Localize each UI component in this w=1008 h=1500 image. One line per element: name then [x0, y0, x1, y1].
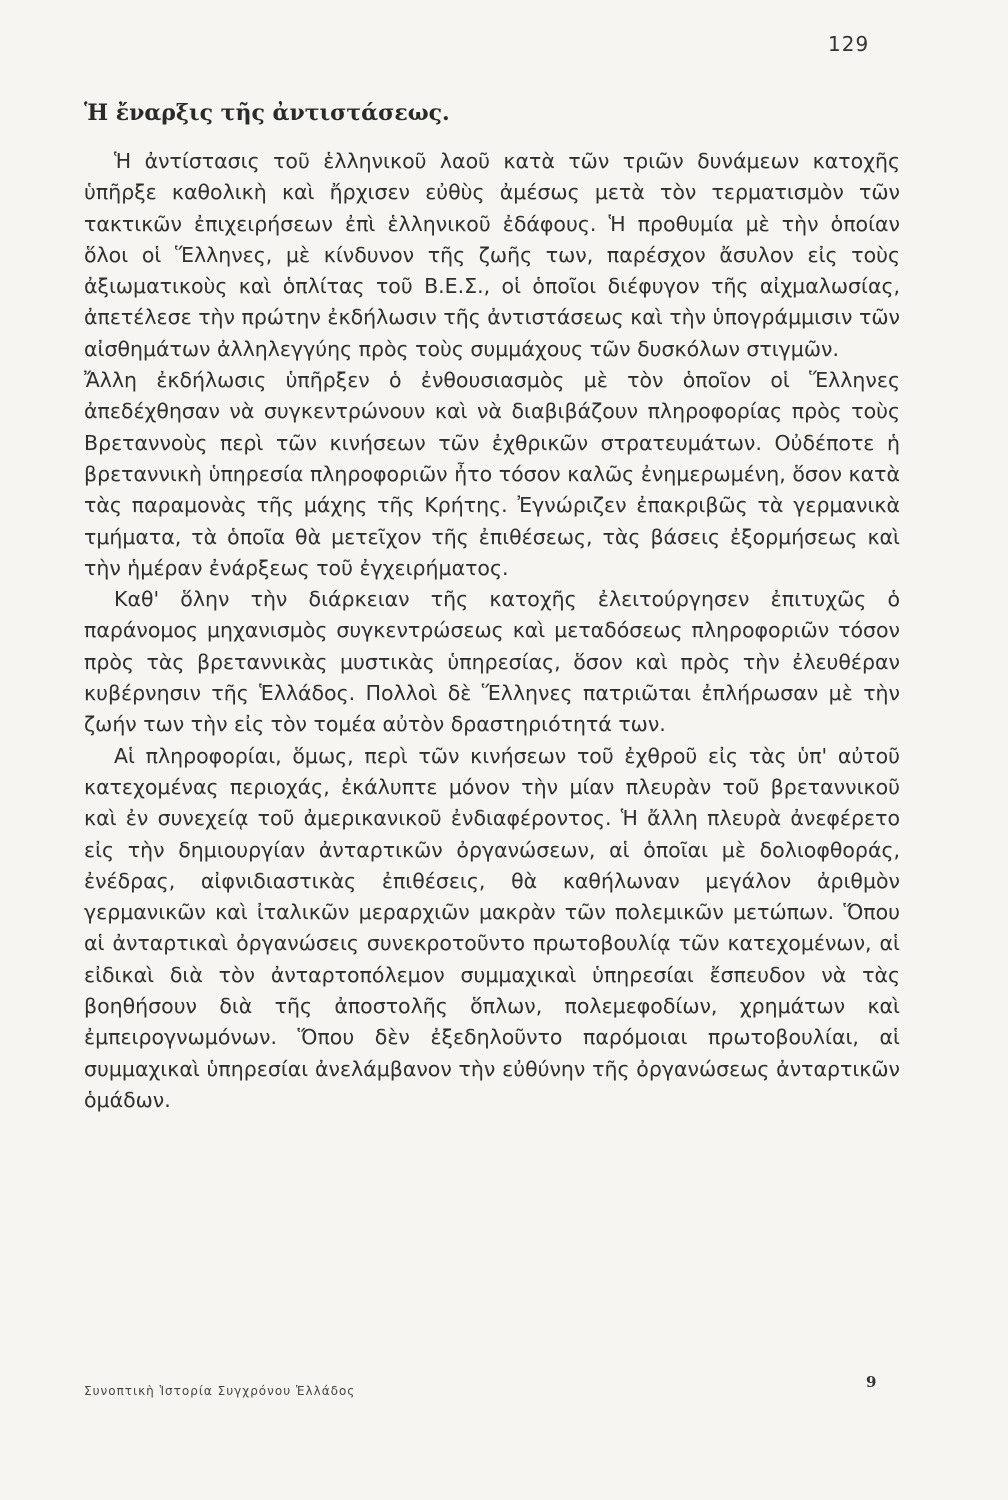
- paragraph-2: Ἄλλη ἐκδήλωσις ὑπῆρξεν ὁ ἐνθουσιασμὸς μὲ τὸν ὁποῖον οἱ Ἕλληνες ἀπεδέχθησαν νὰ συγκεντρώνουν καὶ νὰ διαβιβάζουν πληροφορίας πρὸς τοὺς Βρεταννοὺς περὶ τῶν κινήσεων τῶν ἐχθρικῶν στρατευμάτων. Οὐδέποτε ἡ βρεταννικὴ ὑπηρεσία πληροφοριῶν ἦτο τόσον καλῶς ἐνημερωμένη, ὅσον κατὰ τὰς παραμονὰς τῆς μάχης τῆς Κρήτης. Ἐγνώριζεν ἐπακριβῶς τὰ γερμανικὰ τμήματα, τὰ ὁποῖα θὰ μετεῖχον τῆς ἐπιθέσεως, τὰς βάσεις ἐξορμήσεως καὶ τὴν ἡμέραν ἐνάρξεως τοῦ ἐγχειρήματος.: [84, 368, 900, 580]
- paragraph-4: Αἱ πληροφορίαι, ὅμως, περὶ τῶν κινήσεων τοῦ ἐχθροῦ εἰς τὰς ὑπ' αὐτοῦ κατεχομένας περιοχάς, ἐκάλυπτε μόνον τὴν μίαν πλευρὰν τοῦ βρεταννικοῦ καὶ ἐν συνεχείᾳ τοῦ ἀμερικανικοῦ ἐνδιαφέροντος. Ἡ ἄλλη πλευρὰ ἀνεφέρετο εἰς τὴν δημιουργίαν ἀνταρτικῶν ὀργανώσεων, αἱ ὁποῖαι μὲ δολιοφθοράς, ἐνέδρας, αἰφνιδιαστικὰς ἐπιθέσεις, θὰ καθήλωναν μεγάλον ἀριθμὸν γερμανικῶν καὶ ἰταλικῶν μεραρχιῶν μακρὰν τῶν πολεμικῶν μετώπων. Ὅπου αἱ ἀνταρτικαὶ ὀργανώσεις συνεκροτοῦντο πρωτοβουλίᾳ τῶν κατεχομένων, αἱ εἰδικαὶ διὰ τὸν ἀνταρτοπόλεμον συμμαχικαὶ ὑπηρεσίαι ἔσπευδον νὰ τὰς βοηθήσουν διὰ τῆς ἀποστολῆς ὅπλων, πολεμεφοδίων, χρημάτων καὶ ἐμπειρογνωμόνων. Ὅπου δὲν ἐξεδηλοῦντο παρόμοιαι πρωτοβουλίαι, αἱ συμμαχικαὶ ὑπηρεσίαι ἀνελάμβανον τὴν εὐθύνην τῆς ὀργανώσεως ἀνταρτικῶν ὁμάδων.: [84, 743, 900, 1112]
- paragraph-1: Ἡ ἀντίστασις τοῦ ἑλληνικοῦ λαοῦ κατὰ τῶν τριῶν δυνάμεων κατοχῆς ὑπῆρξε καθολικὴ καὶ ἤρχισεν εὐθὺς ἀμέσως μετὰ τὸν τερματισμὸν τῶν τακτικῶν ἐπιχειρήσεων ἐπὶ ἑλληνικοῦ ἐδάφους. Ἡ προθυμία μὲ τὴν ὁποίαν ὅλοι οἱ Ἕλληνες, μὲ κίνδυνον τῆς ζωῆς των, παρέσχον ἄσυλον εἰς τοὺς ἀξιωματικοὺς καὶ ὁπλίτας τοῦ Β.Ε.Σ., οἱ ὁποῖοι διέφυγον τῆς αἰχμαλωσίας, ἀπετέλεσε τὴν πρώτην ἐκδήλωσιν τῆς ἀντιστάσεως καὶ τὴν ὑπογράμμισιν τῶν αἰσθημάτων ἀλληλεγγύης πρὸς τοὺς συμμάχους τῶν δυσκόλων στιγμῶν.: [84, 149, 900, 361]
- page-number: 129: [828, 32, 870, 56]
- signature-mark: 9: [866, 1373, 877, 1391]
- paragraph-3: Καθ' ὅλην τὴν διάρκειαν τῆς κατοχῆς ἐλειτούργησεν ἐπιτυχῶς ὁ παράνομος μηχανισμὸς συγκεντρώσεως καὶ μεταδόσεως πληροφοριῶν τόσον πρὸς τὰς βρεταννικὰς μυστικὰς ὑπηρεσίας, ὅσον καὶ πρὸς τὴν ἐλευθέραν κυβέρνησιν τῆς Ἑλλάδος. Πολλοὶ δὲ Ἕλληνες πατριῶται ἐπλήρωσαν μὲ τὴν ζωήν των τὴν εἰς τὸν τομέα αὐτὸν δραστηριότητά των.: [84, 587, 900, 737]
- footer-book-title: Συνοπτικὴ Ἱστορία Συγχρόνου Ἑλλάδος: [84, 1384, 356, 1398]
- body-text: [84, 146, 900, 1116]
- section-heading: Ἡ ἔναρξις τῆς ἀντιστάσεως.: [84, 100, 450, 126]
